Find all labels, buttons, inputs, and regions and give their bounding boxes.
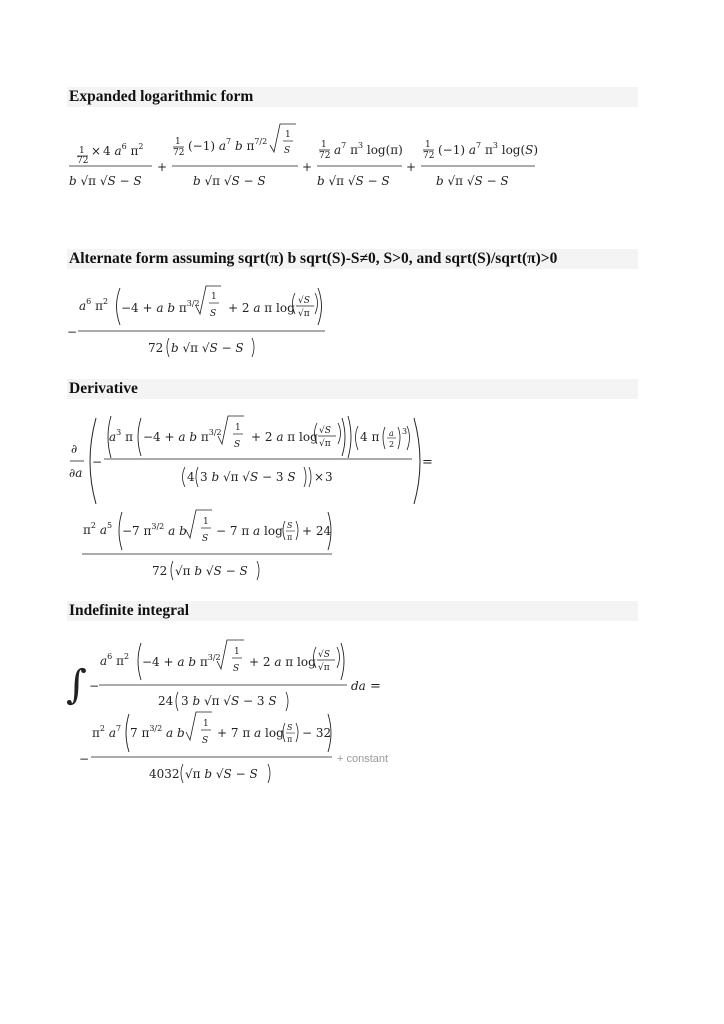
svg-text:7 π3/2 a b: 7 $\pi^{3/2}$ a b	[130, 724, 185, 740]
svg-text:√π: √π	[318, 663, 330, 673]
svg-text:4 π: 4 π	[360, 430, 380, 444]
svg-text:b √π √S − S: b √π √S − S	[193, 174, 266, 188]
svg-text:−4 + a b π3/2: −4 + a b $\pi^{3/2}$	[142, 653, 221, 669]
svg-text:√π: √π	[298, 309, 310, 319]
svg-text:− 32: − 32	[302, 726, 332, 740]
svg-text:+ 2 a π log: + 2 a π log	[228, 301, 295, 315]
svg-text:−7 π3/2 a b: −7 $\pi^{3/2}$ a b	[122, 522, 187, 538]
svg-text:√S: √S	[298, 296, 310, 306]
svg-text:3 b √π √S − 3 S: 3 b √π √S − 3 S	[181, 694, 277, 708]
svg-text:1: 1	[203, 517, 209, 527]
svg-text:π: π	[287, 735, 293, 744]
svg-text:4 a6 π2: 4 $a^6$ $\pi^2$	[103, 142, 144, 158]
svg-text:1: 1	[285, 130, 291, 140]
svg-text:+: +	[302, 160, 313, 174]
svg-text:72: 72	[423, 151, 435, 161]
svg-text:√S: √S	[318, 650, 330, 660]
svg-text:+ 24: + 24	[302, 524, 332, 538]
svg-text:−: −	[89, 679, 100, 693]
svg-text:da: da	[351, 679, 366, 693]
svg-text:S: S	[284, 146, 291, 156]
svg-text:1: 1	[235, 423, 241, 433]
svg-text:+ 7 π a log: + 7 π a log	[217, 726, 284, 740]
svg-text:√π b √S − S: √π b √S − S	[185, 767, 258, 781]
svg-text:b √π √S − S: b √π √S − S	[69, 174, 142, 188]
svg-text:2: 2	[389, 440, 395, 449]
svg-text:S: S	[202, 534, 209, 544]
svg-text:b √π √S − S: b √π √S − S	[317, 174, 390, 188]
svg-text:3: 3	[325, 470, 333, 484]
expanded-term-3	[317, 140, 403, 188]
svg-text:72: 72	[77, 156, 89, 166]
svg-text:a7 π3 log(π): $a^7$ $\pi^3$ log(π)	[334, 141, 403, 157]
svg-text:S: S	[210, 309, 217, 319]
svg-text:1: 1	[425, 140, 431, 150]
svg-text:π2 a7: $\pi^2$ $a^7$	[92, 724, 122, 740]
svg-text:1: 1	[175, 137, 181, 147]
svg-text:π: π	[287, 533, 293, 542]
svg-text:−: −	[92, 455, 103, 469]
svg-text:×: ×	[314, 470, 325, 484]
svg-text:24: 24	[158, 694, 174, 708]
svg-text:b √π √S − S: b √π √S − S	[436, 174, 509, 188]
svg-text:+: +	[406, 160, 417, 174]
svg-text:√π b √S − S: √π b √S − S	[175, 564, 248, 578]
svg-text:∫: ∫	[66, 662, 87, 708]
section-title-alternate-form: Alternate form assuming sqrt(π) b sqrt(S)-S≠0, S>0, and sqrt(S)/sqrt(π)>0	[67, 249, 638, 269]
svg-text:1: 1	[203, 719, 209, 729]
expanded-term-2	[172, 124, 298, 188]
svg-text:−4 + a b π3/2: −4 + a b $\pi^{3/2}$	[143, 428, 222, 444]
expanded-term-1	[69, 142, 152, 188]
svg-text:+ 2 a π log: + 2 a π log	[249, 655, 316, 669]
section-title-expanded: Expanded logarithmic form	[67, 87, 638, 107]
svg-text:+: +	[157, 160, 168, 174]
svg-text:a6 π2: $a^6$ $\pi^2$	[79, 297, 109, 313]
svg-text:1: 1	[79, 146, 85, 156]
svg-text:∂: ∂	[71, 442, 78, 456]
svg-text:3: 3	[402, 427, 408, 436]
svg-text:×: ×	[91, 144, 102, 158]
section-title-indefinite-integral: Indefinite integral	[67, 601, 638, 621]
svg-text:a3 π: $a^3$ π	[109, 428, 133, 444]
svg-text:72: 72	[152, 564, 168, 578]
svg-text:S: S	[234, 440, 241, 450]
svg-text:b √π √S − S: b √π √S − S	[171, 341, 244, 355]
svg-text:1: 1	[234, 647, 240, 657]
svg-text:S: S	[287, 521, 293, 530]
svg-text:π2 a5: $\pi^2$ $a^5$	[83, 521, 113, 537]
svg-text:72: 72	[148, 341, 164, 355]
svg-text:−4 + a b π3/2: −4 + a b $\pi^{3/2}$	[121, 299, 200, 315]
svg-text:S: S	[202, 736, 209, 746]
svg-text:1: 1	[321, 140, 327, 150]
svg-text:+ 2 a π log: + 2 a π log	[251, 430, 318, 444]
integration-constant: + constant	[337, 753, 389, 765]
svg-text:a: a	[389, 429, 394, 438]
svg-text:72: 72	[319, 151, 331, 161]
svg-text:−: −	[79, 752, 90, 766]
svg-text:√S: √S	[319, 426, 331, 436]
svg-text:√π: √π	[319, 439, 331, 449]
expanded-term-4	[421, 140, 538, 188]
svg-text:1: 1	[211, 292, 217, 302]
svg-text:4: 4	[187, 470, 195, 484]
svg-text:S: S	[287, 723, 293, 732]
svg-text:− 7 π a log: − 7 π a log	[216, 524, 283, 538]
svg-text:72: 72	[173, 148, 185, 158]
svg-text:=: =	[422, 455, 433, 470]
svg-text:−: −	[67, 325, 78, 339]
svg-text:S: S	[233, 664, 240, 674]
svg-text:a6 π2: $a^6$ $\pi^2$	[100, 652, 130, 668]
svg-text:(−1) a7 π3 log(S): (−1) $a^7$ $\pi^3$ log(S)	[438, 141, 539, 157]
svg-text:=: =	[370, 679, 381, 694]
svg-text:(−1) a7 b π7/2: (−1) $a^7$ b $\pi^{7/2}$	[188, 137, 268, 153]
svg-text:3 b √π √S − 3 S: 3 b √π √S − 3 S	[200, 470, 296, 484]
svg-text:∂a: ∂a	[69, 466, 83, 480]
section-title-derivative: Derivative	[67, 379, 638, 399]
svg-text:4032: 4032	[149, 767, 180, 781]
